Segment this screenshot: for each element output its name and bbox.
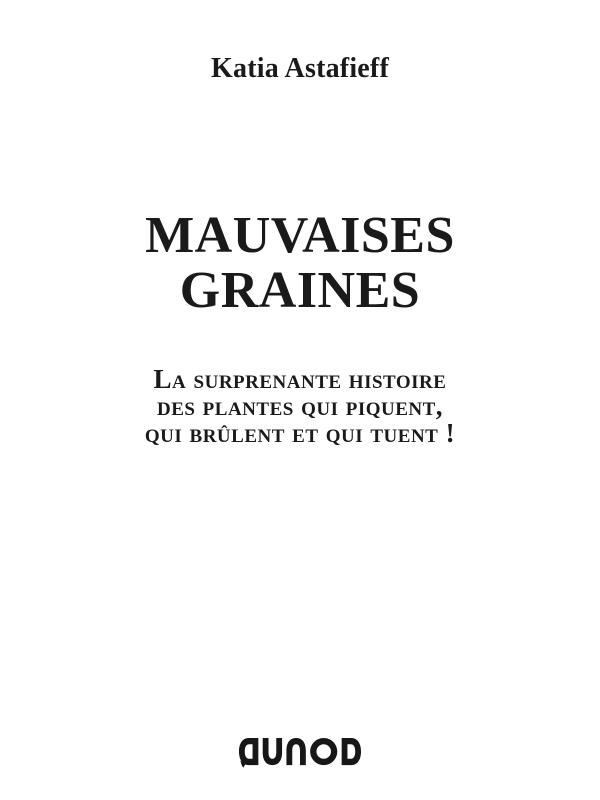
subtitle-line-2: des plantes qui piquent, xyxy=(156,391,444,421)
book-title xyxy=(0,208,600,318)
book-title-line1: MAUVAISES xyxy=(145,207,455,264)
author-name: Katia Astafieff xyxy=(211,53,389,84)
book-subtitle xyxy=(0,366,600,447)
subtitle-line-1: La surprenante histoire xyxy=(153,364,447,394)
publisher-logo xyxy=(0,737,600,773)
book-title-line2: GRAINES xyxy=(179,262,421,319)
dunod-logo-icon xyxy=(238,737,362,768)
subtitle-line-3: qui brûlent et qui tuent ! xyxy=(144,418,456,448)
